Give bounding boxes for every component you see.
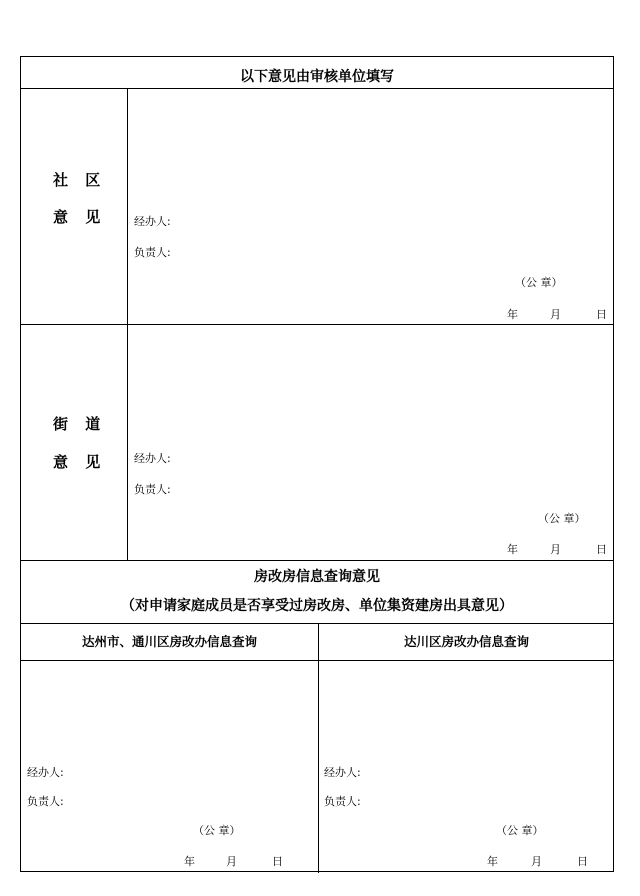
community-seal-label: （公 章）: [515, 276, 563, 289]
housing-query-title: 房改房信息查询意见: [254, 569, 380, 585]
review-form: [20, 56, 614, 872]
divider-housing-header: [21, 623, 613, 624]
divider-community: [21, 324, 613, 325]
community-day-label: 日: [596, 308, 607, 321]
left-year-label: 年: [184, 855, 195, 868]
right-handler-label: 经办人:: [324, 766, 361, 779]
right-year-label: 年: [487, 855, 498, 868]
left-seal-label: （公 章）: [193, 824, 241, 837]
street-label-line1: 街 道: [53, 415, 107, 433]
community-month-label: 月: [550, 308, 561, 321]
street-label-line2: 意 见: [53, 453, 107, 471]
street-day-label: 日: [596, 543, 607, 556]
street-handler-label: 经办人:: [134, 452, 171, 465]
left-responsible-label: 负责人:: [27, 795, 64, 808]
street-year-label: 年: [507, 543, 518, 556]
right-month-label: 月: [531, 855, 542, 868]
street-month-label: 月: [550, 543, 561, 556]
housing-query-subtitle: （对申请家庭成员是否享受过房改房、单位集资建房出具意见）: [121, 598, 513, 614]
left-handler-label: 经办人:: [27, 766, 64, 779]
left-month-label: 月: [226, 855, 237, 868]
divider-housing-headings: [21, 660, 613, 661]
community-label-line1: 社 区: [53, 171, 107, 189]
right-seal-label: （公 章）: [496, 824, 544, 837]
community-handler-label: 经办人:: [134, 215, 171, 228]
form-header-title: 以下意见由审核单位填写: [240, 69, 394, 85]
left-query-heading: 达州市、通川区房改办信息查询: [81, 634, 257, 649]
street-seal-label: （公 章）: [538, 512, 586, 525]
community-responsible-label: 负责人:: [134, 246, 171, 259]
community-label-line2: 意 见: [53, 208, 107, 226]
street-responsible-label: 负责人:: [134, 483, 171, 496]
right-responsible-label: 负责人:: [324, 795, 361, 808]
left-day-label: 日: [272, 855, 283, 868]
right-day-label: 日: [577, 855, 588, 868]
right-query-heading: 达川区房改办信息查询: [403, 634, 529, 649]
community-year-label: 年: [507, 308, 518, 321]
divider-header: [21, 88, 613, 89]
divider-street: [21, 560, 613, 561]
